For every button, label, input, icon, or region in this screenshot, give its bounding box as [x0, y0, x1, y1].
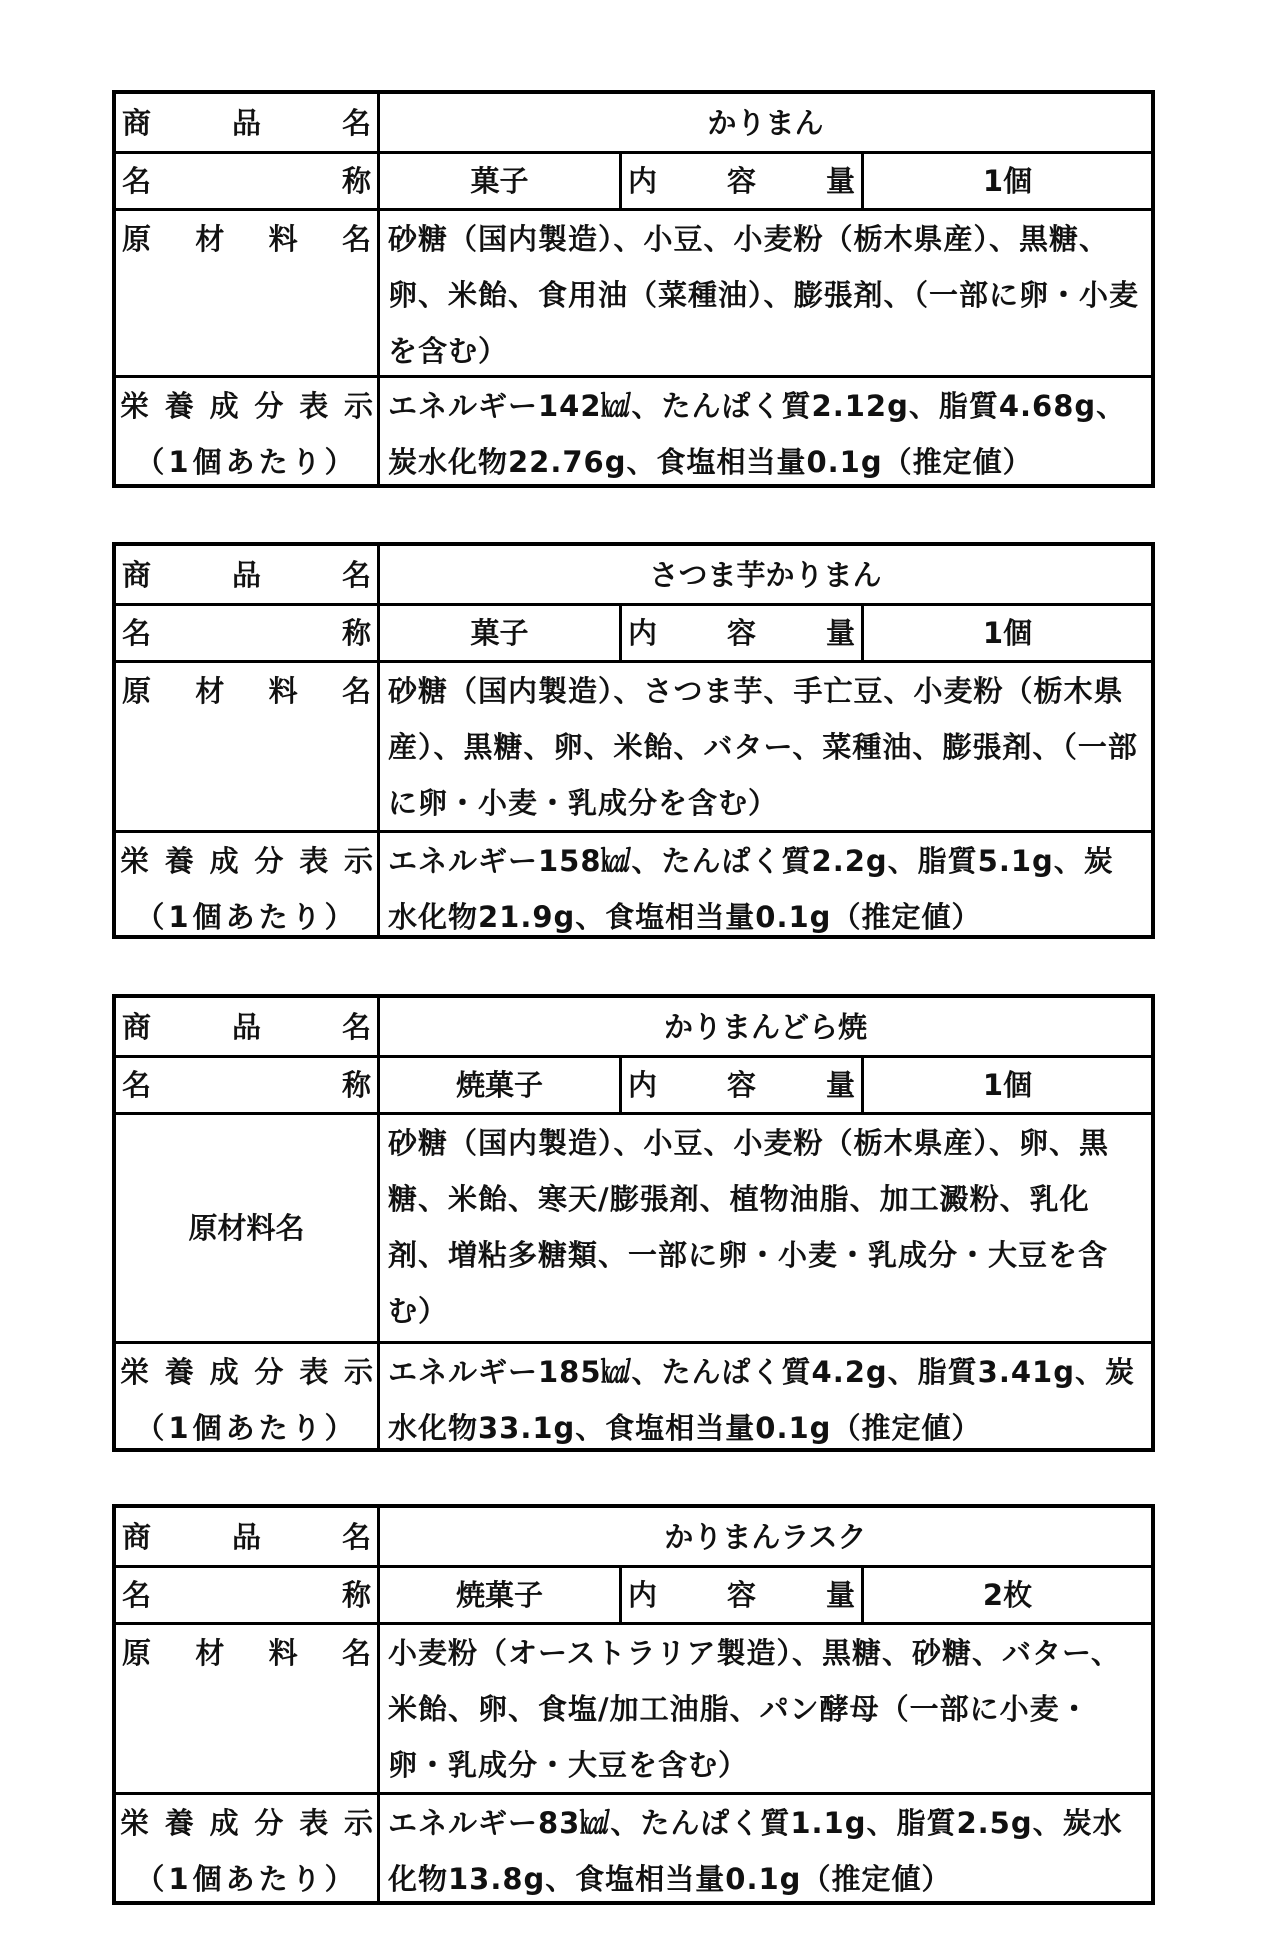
product-name-row [116, 1508, 1151, 1565]
product-name-value: かりまんどら焼 [377, 998, 1151, 1055]
product-label-table-satsumaimo-kariman [112, 542, 1155, 939]
nutrition-label: 栄 養 成 分 表 示 （1個あたり） [120, 389, 373, 479]
nutrition-value: エネルギー158㎉、たんぱく質2.2g、脂質5.1g、炭水化物21.9g、食塩相当量0.1g（推定値） [377, 833, 1151, 935]
product-name-row [116, 998, 1151, 1055]
name-label: 名 称 [122, 1578, 371, 1612]
product-label-table-kariman [112, 90, 1155, 488]
product-name-label: 商 品 名 [122, 105, 371, 140]
ingredients-row [116, 1622, 1151, 1792]
ingredients-value: 砂糖（国内製造）、小豆、小麦粉（栃木県産）、卵、黒糖、米飴、寒天/膨張剤、植物油脂、加工澱粉、乳化剤、増粘多糖類、一部に卵・小麦・乳成分・大豆を含む） [377, 1115, 1151, 1341]
name-label: 名 称 [122, 616, 371, 650]
nutrition-row [116, 830, 1151, 935]
nutrition-row [116, 375, 1151, 485]
nutrition-label: 栄 養 成 分 表 示 （1個あたり） [120, 1355, 373, 1445]
name-content-row [116, 151, 1151, 208]
product-name-value: かりまん [377, 94, 1151, 151]
name-content-row [116, 1565, 1151, 1622]
nutrition-label: 栄 養 成 分 表 示 （1個あたり） [120, 1806, 373, 1896]
name-value: 焼菓子 [377, 1058, 619, 1112]
name-label: 名 称 [122, 164, 371, 198]
product-name-label: 商 品 名 [122, 557, 371, 592]
product-name-label: 商 品 名 [122, 1519, 371, 1554]
content-value: 2枚 [861, 1568, 1151, 1622]
ingredients-label: 原 材 料 名 [122, 674, 371, 708]
nutrition-value: エネルギー83㎉、たんぱく質1.1g、脂質2.5g、炭水化物13.8g、食塩相当量0.1g（推定値） [377, 1795, 1151, 1901]
ingredients-label: 原 材 料 名 [122, 222, 371, 256]
name-label: 名 称 [122, 1068, 371, 1102]
name-content-row [116, 1055, 1151, 1112]
content-value: 1個 [861, 606, 1151, 660]
content-label: 内 容 量 [619, 154, 861, 208]
ingredients-row [116, 660, 1151, 830]
ingredients-value: 小麦粉（オーストラリア製造）、黒糖、砂糖、バター、米飴、卵、食塩/加工油脂、パン酵母（一部に小麦・卵・乳成分・大豆を含む） [377, 1625, 1151, 1792]
nutrition-row [116, 1341, 1151, 1448]
content-label: 内 容 量 [619, 1568, 861, 1622]
ingredients-value: 砂糖（国内製造）、さつま芋、手亡豆、小麦粉（栃木県産）、黒糖、卵、米飴、バター、菜種油、膨張剤、（一部に卵・小麦・乳成分を含む） [377, 663, 1151, 830]
nutrition-row [116, 1792, 1151, 1901]
content-value: 1個 [861, 1058, 1151, 1112]
name-content-row [116, 603, 1151, 660]
content-value: 1個 [861, 154, 1151, 208]
product-name-label: 商 品 名 [122, 1009, 371, 1044]
product-label-table-kariman-rusk [112, 1504, 1155, 1905]
name-value: 焼菓子 [377, 1568, 619, 1622]
product-name-row [116, 94, 1151, 151]
ingredients-row [116, 1112, 1151, 1341]
name-value: 菓子 [377, 154, 619, 208]
ingredients-label: 原材料名 [188, 1211, 305, 1245]
name-value: 菓子 [377, 606, 619, 660]
content-label: 内 容 量 [619, 606, 861, 660]
ingredients-value: 砂糖（国内製造）、小豆、小麦粉（栃木県産）、黒糖、卵、米飴、食用油（菜種油）、膨張剤、（一部に卵・小麦を含む） [377, 211, 1151, 375]
content-label: 内 容 量 [619, 1058, 861, 1112]
nutrition-label: 栄 養 成 分 表 示 （1個あたり） [120, 844, 373, 934]
product-name-row [116, 546, 1151, 603]
product-name-value: かりまんラスク [377, 1508, 1151, 1565]
nutrition-value: エネルギー142㎉、たんぱく質2.12g、脂質4.68g、炭水化物22.76g、食塩相当量0.1g（推定値） [377, 378, 1151, 485]
nutrition-value: エネルギー185㎉、たんぱく質4.2g、脂質3.41g、炭水化物33.1g、食塩相当量0.1g（推定値） [377, 1344, 1151, 1448]
ingredients-label: 原 材 料 名 [122, 1636, 371, 1670]
product-label-table-kariman-dorayaki [112, 994, 1155, 1452]
ingredients-row [116, 208, 1151, 375]
product-name-value: さつま芋かりまん [377, 546, 1151, 603]
